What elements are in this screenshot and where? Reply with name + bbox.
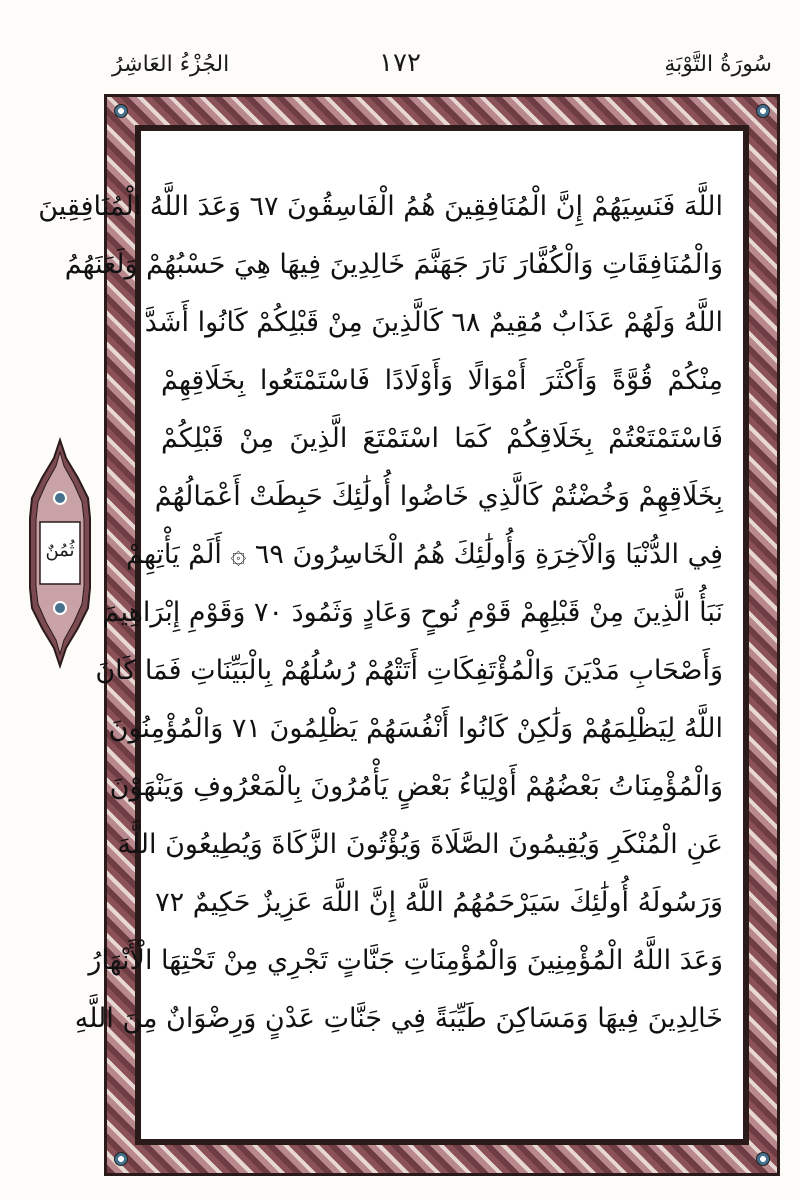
page-header — [0, 0, 800, 100]
text-line: مِنْكُمْ قُوَّةً وَأَكْثَرَ أَمْوَالًا وَأَوْلَادًا فَاسْتَمْتَعُوا بِخَلَاقِهِمْ — [161, 365, 723, 396]
text-line: نَبَأُ الَّذِينَ مِنْ قَبْلِهِمْ قَوْمِ نُوحٍ وَعَادٍ وَثَمُودَ ٧٠ وَقَوْمِ إِبْرَاهِيمَ — [102, 597, 723, 628]
text-line: وَالْمُنَافِقَاتِ وَالْكُفَّارَ نَارَ جَهَنَّمَ خَالِدِينَ فِيهَا هِيَ حَسْبُهُمْ وَلَعَنَهُمُ — [64, 249, 723, 280]
text-line: خَالِدِينَ فِيهَا وَمَسَاكِنَ طَيِّبَةً فِي جَنَّاتِ عَدْنٍ وَرِضْوَانٌ مِنَ اللَّهِ — [74, 1003, 723, 1034]
text-line: بِخَلَاقِهِمْ وَخُضْتُمْ كَالَّذِي خَاضُوا أُولَٰئِكَ حَبِطَتْ أَعْمَالُهُمْ — [154, 481, 723, 512]
marker-label: ثُمُنٌ — [45, 540, 75, 561]
juz-name: الجُزْءُ العَاشِرُ — [112, 52, 230, 77]
surah-name: سُورَةُ التَّوْبَةِ — [664, 52, 772, 77]
page-number: ١٧٢ — [379, 48, 421, 78]
text-line: وَأَصْحَابِ مَدْيَنَ وَالْمُؤْتَفِكَاتِ أَتَتْهُمْ رُسُلُهُمْ بِالْبَيِّنَاتِ فَمَا كَانَ — [95, 655, 723, 686]
text-line: عَنِ الْمُنْكَرِ وَيُقِيمُونَ الصَّلَاةَ وَيُؤْتُونَ الزَّكَاةَ وَيُطِيعُونَ اللَّهَ — [117, 829, 723, 860]
text-line: وَعَدَ اللَّهُ الْمُؤْمِنِينَ وَالْمُؤْمِنَاتِ جَنَّاتٍ تَجْرِي مِنْ تَحْتِهَا الْأَنْهَارُ — [88, 945, 723, 976]
hizb-quarter-marker — [28, 438, 92, 668]
text-line: اللَّهُ لِيَظْلِمَهُمْ وَلَٰكِنْ كَانُوا أَنْفُسَهُمْ يَظْلِمُونَ ٧١ وَالْمُؤْمِنُونَ — [108, 713, 723, 744]
rosette-icon — [756, 104, 770, 118]
rosette-icon — [114, 104, 128, 118]
rosette-icon — [756, 1152, 770, 1166]
text-line: فِي الدُّنْيَا وَالْآخِرَةِ وَأُولَٰئِكَ هُمُ الْخَاسِرُونَ ٦٩ ۞ أَلَمْ يَأْتِهِمْ — [125, 539, 723, 570]
text-line: فَاسْتَمْتَعْتُمْ بِخَلَاقِكُمْ كَمَا اسْتَمْتَعَ الَّذِينَ مِنْ قَبْلِكُمْ — [161, 423, 723, 454]
text-line: اللَّهُ وَلَهُمْ عَذَابٌ مُقِيمٌ ٦٨ كَالَّذِينَ مِنْ قَبْلِكُمْ كَانُوا أَشَدَّ — [144, 307, 723, 338]
rosette-icon — [114, 1152, 128, 1166]
text-line: وَرَسُولَهُ أُولَٰئِكَ سَيَرْحَمُهُمُ اللَّهُ إِنَّ اللَّهَ عَزِيزٌ حَكِيمٌ ٧٢ — [155, 887, 723, 918]
text-line: اللَّهَ فَنَسِيَهُمْ إِنَّ الْمُنَافِقِينَ هُمُ الْفَاسِقُونَ ٦٧ وَعَدَ اللَّهُ الْمُنَافِقِينَ — [38, 191, 723, 222]
text-line: وَالْمُؤْمِنَاتُ بَعْضُهُمْ أَوْلِيَاءُ بَعْضٍ يَأْمُرُونَ بِالْمَعْرُوفِ وَيَنْهَوْنَ — [109, 771, 723, 802]
